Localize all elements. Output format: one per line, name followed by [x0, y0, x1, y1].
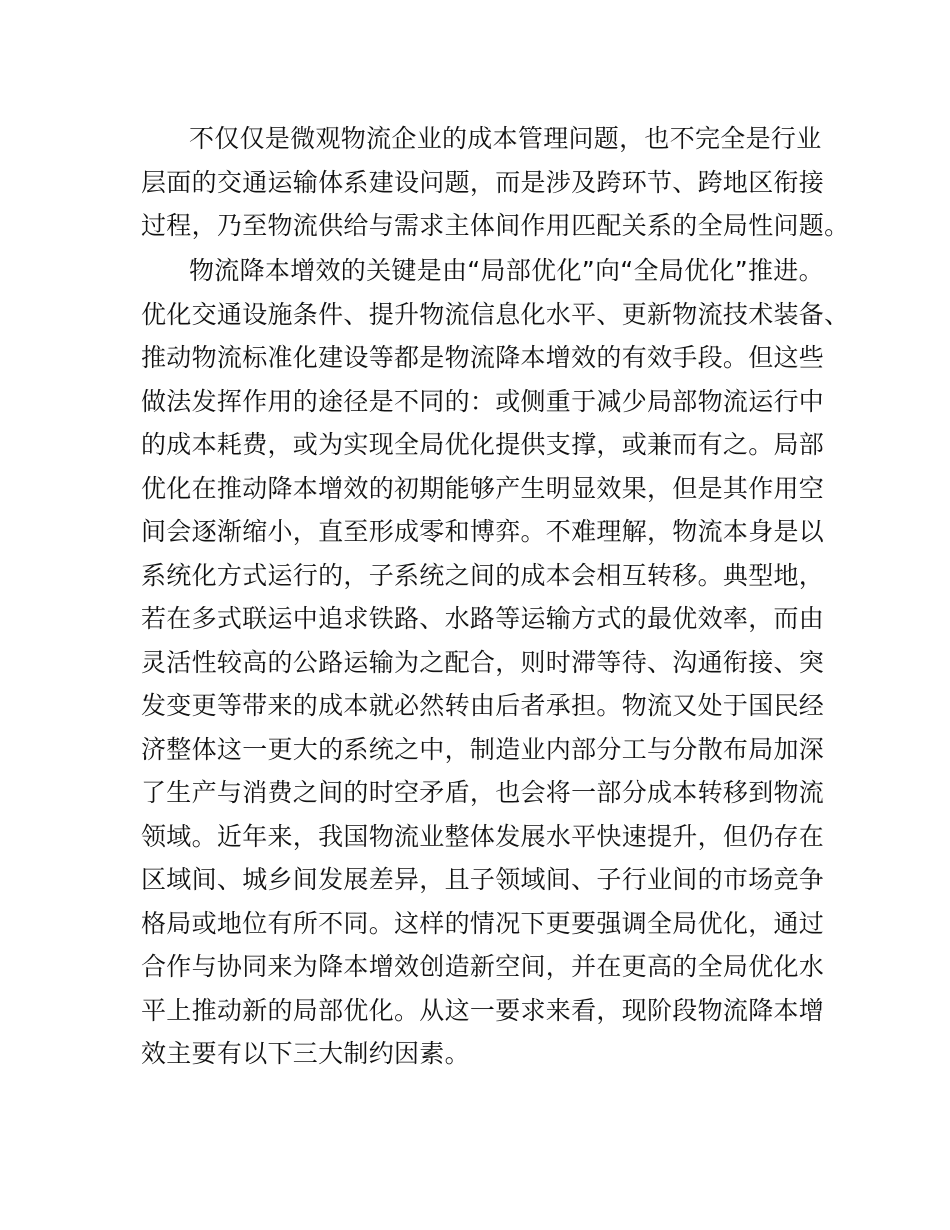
text-line: 效主要有以下三大制约因素。	[141, 1039, 470, 1068]
text-line: 不仅仅是微观物流企业的成本管理问题，也不完全是行业	[189, 124, 822, 153]
text-line: 优化交通设施条件、提升物流信息化水平、更新物流技术装备、	[141, 299, 850, 329]
text-line: 层面的交通运输体系建设问题，而是涉及跨环节、跨地区衔接	[141, 167, 825, 197]
paragraph-2	[141, 249, 850, 1076]
text-line: 做法发挥作用的途径是不同的：或侧重于减少局部物流运行中	[141, 386, 825, 416]
text-line: 格局或地位有所不同。这样的情况下更要强调全局优化，通过	[141, 908, 825, 938]
text-line: 了生产与消费之间的时空矛盾，也会将一部分成本转移到物流	[141, 778, 825, 807]
text-line: 区域间、城乡间发展差异，且子领域间、子行业间的市场竞争	[141, 865, 825, 894]
text-line: 领域。近年来，我国物流业整体发展水平快速提升，但仍存在	[141, 821, 825, 851]
text-line: 推动物流标准化建设等都是物流降本增效的有效手段。但这些	[141, 343, 825, 372]
text-line: 发变更等带来的成本就必然转由后者承担。物流又处于国民经	[141, 691, 825, 720]
text-line: 优化在推动降本增效的初期能够产生明显效果，但是其作用空	[141, 473, 825, 503]
text-line: 平上推动新的局部优化。从这一要求来看，现阶段物流降本增	[141, 995, 825, 1025]
text-line: 合作与协同来为降本增效创造新空间，并在更高的全局优化水	[141, 952, 825, 981]
text-line: 过程，乃至物流供给与需求主体间作用匹配关系的全局性问题。	[141, 211, 850, 240]
text-line: 间会逐渐缩小，直至形成零和博弈。不难理解，物流本身是以	[141, 517, 825, 546]
text-line: 的成本耗费，或为实现全局优化提供支撑，或兼而有之。局部	[141, 430, 825, 459]
text-line: 物流降本增效的关键是由“局部优化”向“全局优化”推进。	[189, 256, 824, 285]
text-line: 若在多式联运中追求铁路、水路等运输方式的最优效率，而由	[141, 604, 825, 633]
text-line: 灵活性较高的公路运输为之配合，则时滞等待、沟通衔接、突	[141, 647, 825, 677]
paragraph-1	[141, 117, 850, 248]
text-line: 系统化方式运行的，子系统之间的成本会相互转移。典型地，	[141, 560, 825, 590]
text-line: 济整体这一更大的系统之中，制造业内部分工与分散布局加深	[141, 734, 825, 764]
